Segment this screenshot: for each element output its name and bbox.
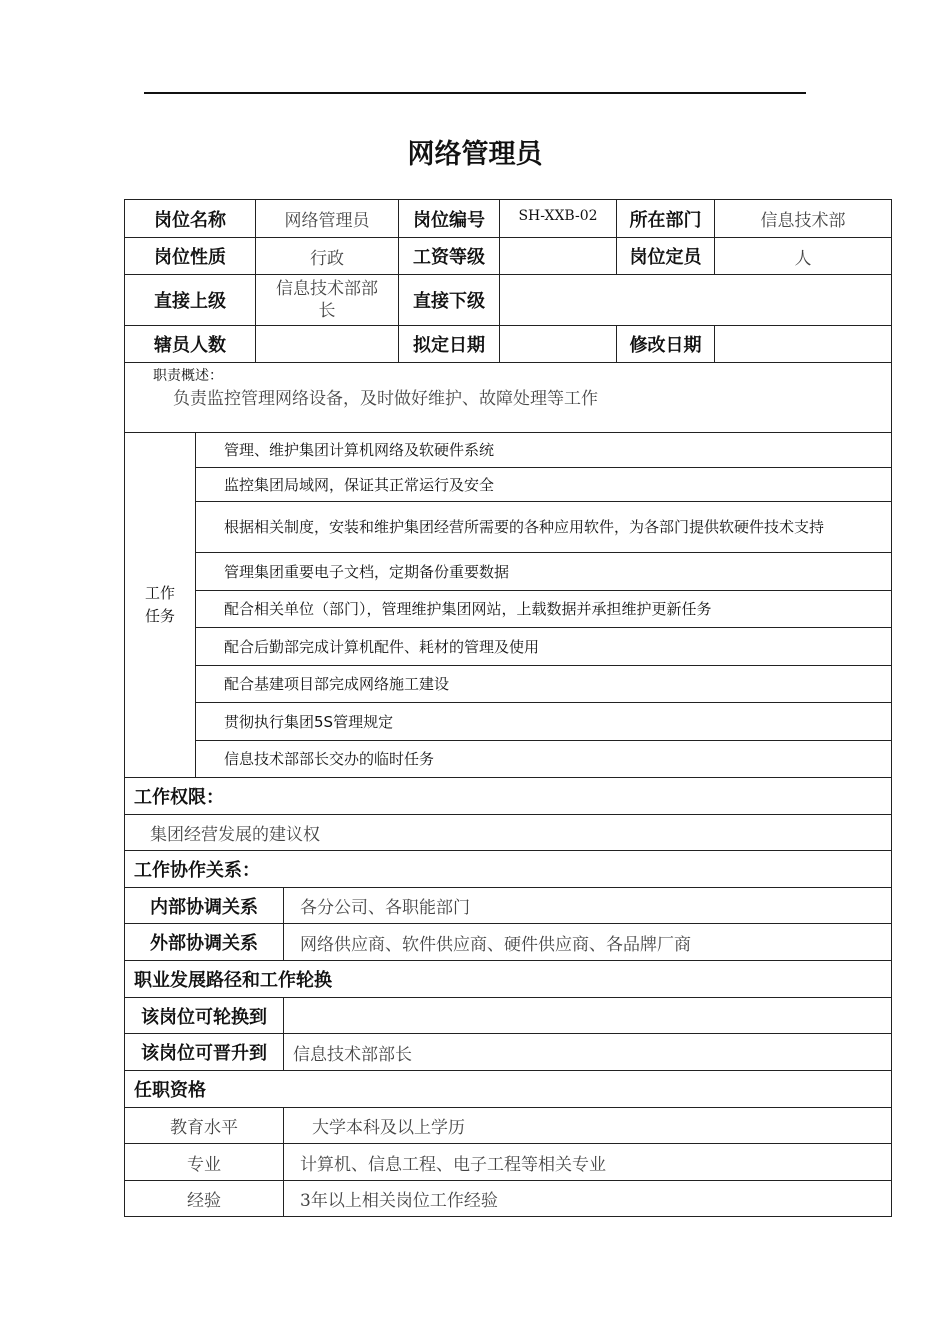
summary-caption: 职责概述： [153,368,223,384]
list-item: 信息技术部部长交办的临时任务 [196,740,891,777]
post-code-value: SH-XXB-02 [499,200,616,237]
dept-value: 信息技术部 [714,200,891,237]
nature-label: 岗位性质 [154,247,226,268]
modify-date-label: 修改日期 [616,326,714,362]
rotate-value [283,998,891,1033]
draft-date-value [499,326,616,362]
list-item: 配合相关单位（部门），管理维护集团网站，上载数据并承担维护更新任务 [196,590,891,627]
relations-heading: 工作协作关系： [134,860,260,881]
table-row [125,960,891,997]
quota-label: 岗位定员 [616,238,714,274]
list-item: 根据相关制度，安装和维护集团经营所需要的各种应用软件，为各部门提供软硬件技术支持 [196,501,891,552]
table-row [125,1070,891,1107]
list-item: 监控集团局域网，保证其正常运行及安全 [196,467,891,501]
table-row [125,274,891,325]
education-label: 教育水平 [170,1118,238,1138]
table-row [125,923,891,960]
header-rule [144,92,806,94]
table-row [125,1033,891,1070]
list-item: 配合基建项目部完成网络施工建设 [196,665,891,702]
grade-label: 工资等级 [398,238,499,274]
list-item: 管理集团重要电子文档，定期备份重要数据 [196,552,891,590]
list-item: 贯彻执行集团5S管理规定 [196,702,891,740]
rotate-label: 该岗位可轮换到 [141,1006,267,1028]
table-row [125,325,891,362]
internal-relations-label: 内部协调关系 [150,896,258,918]
authority-text: 集团经营发展的建议权 [150,825,320,845]
table-row [125,1107,891,1143]
subordinate-value [499,275,891,325]
summary-text: 负责监控管理网络设备，及时做好维护、故障处理等工作 [173,389,598,409]
assist-label: 辖员人数 [154,335,226,356]
tasks-label: 工作任务 [144,584,175,625]
experience-value: 3年以上相关岗位工作经验 [283,1181,891,1216]
nature-value: 行政 [255,238,398,274]
draft-date-label: 拟定日期 [398,326,499,362]
major-label: 专业 [187,1154,221,1175]
table-row [125,850,891,887]
education-value: 大学本科及以上学历 [283,1108,891,1143]
duty-summary [125,362,891,432]
superior-label: 直接上级 [154,291,226,312]
table-row [125,1143,891,1180]
table-row [125,1180,891,1216]
page-title: 网络管理员 [407,139,543,170]
career-heading: 职业发展路径和工作轮换 [134,970,332,991]
major-value: 计算机、信息工程、电子工程等相关专业 [283,1144,891,1180]
promote-value: 信息技术部部长 [283,1034,891,1070]
subordinate-label: 直接下级 [398,275,499,325]
job-description-table [124,199,892,1217]
table-row [125,814,891,850]
external-relations-value: 网络供应商、软件供应商、硬件供应商、各品牌厂商 [283,924,891,960]
work-tasks [125,432,891,777]
quota-value: 人 [714,238,891,274]
post-name-label: 岗位名称 [154,209,226,231]
table-row [125,887,891,923]
grade-value [499,238,616,274]
table-row [125,200,891,237]
internal-relations-value: 各分公司、各职能部门 [283,888,891,923]
dept-label: 所在部门 [616,200,714,237]
experience-label: 经验 [187,1191,221,1211]
post-code-label: 岗位编号 [398,200,499,237]
table-row [125,997,891,1033]
list-item: 配合后勤部完成计算机配件、耗材的管理及使用 [196,627,891,665]
external-relations-label: 外部协调关系 [150,933,258,954]
list-item: 管理、维护集团计算机网络及软硬件系统 [224,441,495,459]
qualification-heading: 任职资格 [134,1080,206,1101]
task-list [196,433,891,777]
table-row [125,237,891,274]
table-row [125,777,891,814]
modify-date-value [714,326,891,362]
post-name-value: 网络管理员 [255,200,398,237]
assist-value [255,326,398,362]
authority-heading: 工作权限： [134,787,224,808]
superior-value: 信息技术部部长 [255,275,398,325]
promote-label: 该岗位可晋升到 [141,1043,267,1064]
